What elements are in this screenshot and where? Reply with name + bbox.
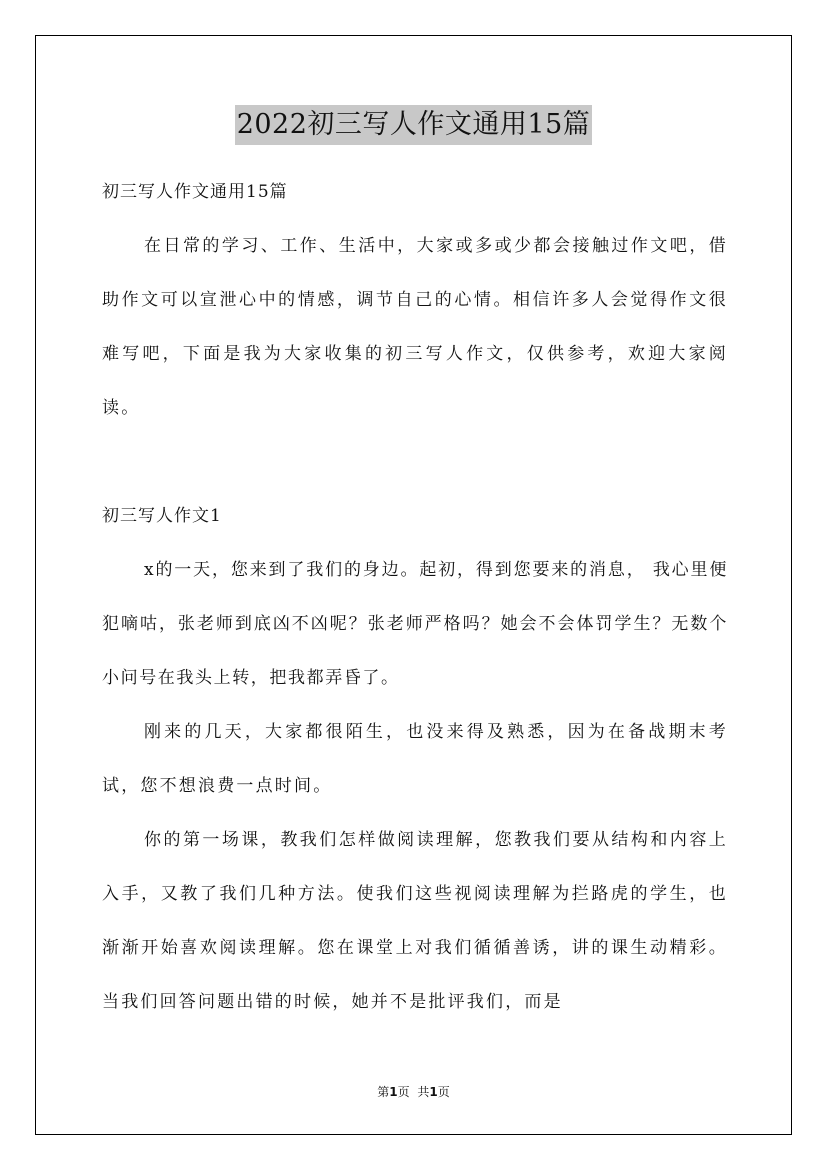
footer-total-prefix: 共 xyxy=(417,1085,430,1099)
body-paragraph-3: 你的第一场课，教我们怎样做阅读理解，您教我们要从结构和内容上入手，又教了我们几种方法。使我们这些视阅读理解为拦路虎的学生，也渐渐开始喜欢阅读理解。您在课堂上对我们循循善诱，讲的课生动精彩。当我们回答问题出错的时候，她并不是批评我们，而是 xyxy=(102,830,728,1012)
document-title xyxy=(0,103,827,145)
footer-total-pages: 1 xyxy=(429,1085,438,1099)
body-paragraph-1: x的一天，您来到了我们的身边。起初，得到您要来的消息， 我心里便犯嘀咕，张老师到底凶不凶呢？张老师严格吗？她会不会体罚学生？无数个小问号在我头上转，把我都弄昏了。 xyxy=(102,560,728,688)
footer-prefix: 第 xyxy=(377,1085,390,1099)
page-footer xyxy=(0,1084,827,1100)
document-title-text: 2022初三写人作文通用15篇 xyxy=(235,105,593,145)
document-subtitle: 初三写人作文通用15篇 xyxy=(102,182,288,202)
section-heading: 初三写人作文1 xyxy=(102,506,222,526)
footer-page-suffix: 页 xyxy=(397,1085,410,1099)
body-paragraph-2: 刚来的几天，大家都很陌生，也没来得及熟悉，因为在备战期末考试，您不想浪费一点时间。 xyxy=(102,722,728,796)
footer-page-number: 1 xyxy=(389,1085,398,1099)
paragraph-gap xyxy=(102,435,728,489)
document-body xyxy=(102,165,728,1029)
footer-total-suffix: 页 xyxy=(437,1085,450,1099)
intro-paragraph: 在日常的学习、工作、生活中，大家或多或少都会接触过作文吧，借助作文可以宣泄心中的情感，调节自己的心情。相信许多人会觉得作文很难写吧，下面是我为大家收集的初三写人作文，仅供参考，欢迎大家阅读。 xyxy=(102,236,728,418)
